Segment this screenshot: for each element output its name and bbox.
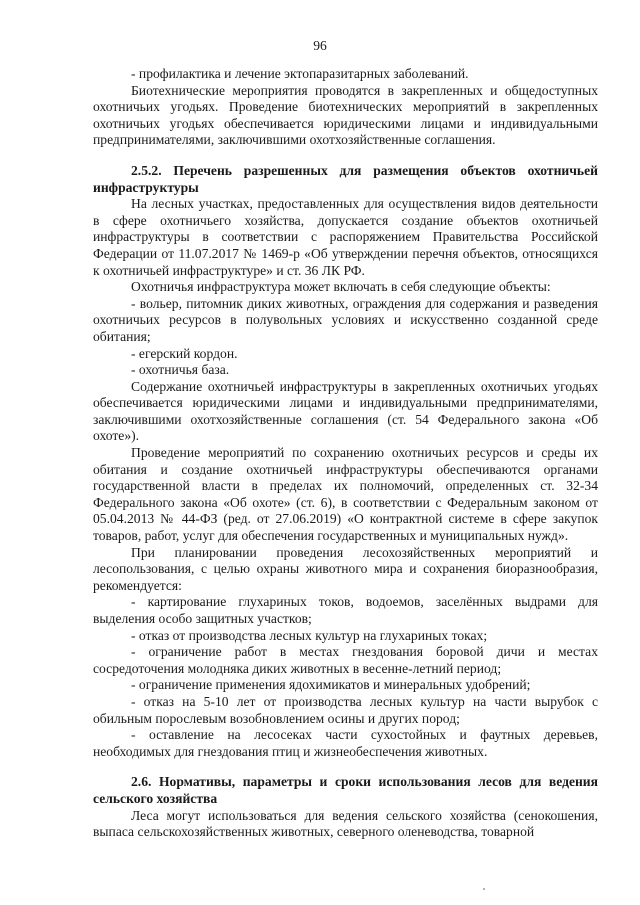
paragraph: - картирование глухариных токов, водоемов, заселённых выдрами для выделения особо защитных участков;: [93, 594, 598, 626]
paragraph: - отказ на 5-10 лет от производства лесных культур на части вырубок с обильным порослевым возобновлением осины и других пород;: [93, 693, 598, 726]
paragraph: Охотничья инфраструктура может включать в себя следующие объекты:: [131, 279, 551, 295]
paragraph: Содержание охотничьей инфраструктуры в закрепленных охотничьих угодьях обеспечивается юридическими лицами и индивидуальными предпринимателями, заключившими охотхозяйственные соглашения (ст. 54 Федерального закона «Об охоте»).: [93, 378, 598, 444]
paragraph: При планировании проведения лесохозяйственных мероприятий и лесопользования, с целью охраны животного мира и сохранения биоразнообразия, рекомендуется:: [93, 544, 598, 593]
paragraph: - вольер, питомник диких животных, ограждения для содержания и разведения охотничьих ресурсов в полувольных условиях и искусственно созданной среде обитания;: [93, 295, 598, 344]
paragraph: - оставление на лесосеках части сухостойных и фаутных деревьев, необходимых для гнездования птиц и жизнеобеспечения животных.: [93, 727, 598, 759]
section-heading: 2.5.2. Перечень разрешенных для размещения объектов охотничьей инфраструктуры: [93, 162, 598, 195]
paragraph: Биотехнические мероприятия проводятся в закрепленных и общедоступных охотничьих угодьях. Проведение биотехнических мероприятий в закрепленных охотничьих угодьях обеспечивается юридическими лицами и индивидуальными предпринимателями, заключившими охотхозяйственные соглашения.: [93, 82, 598, 148]
document-body: [93, 66, 598, 841]
paragraph: Леса могут использоваться для ведения сельского хозяйства (сенокошения, выпаса сельскохозяйственных животных, северного оленеводства, товарной: [93, 807, 598, 840]
page-number: 96: [313, 38, 327, 53]
section-gap: [93, 760, 598, 774]
paragraph: - ограничение применения ядохимикатов и минеральных удобрений;: [131, 677, 531, 693]
section-heading: 2.6. Нормативы, параметры и сроки использования лесов для ведения сельского хозяйства: [93, 774, 598, 806]
paragraph: - егерский кордон.: [131, 345, 238, 361]
paragraph: - ограничение работ в местах гнездования боровой дичи и местах сосредоточения молодняка диких животных в весенне-летний период;: [93, 644, 598, 676]
paragraph: - профилактика и лечение эктопаразитарных заболеваний.: [131, 66, 469, 81]
section-gap: [93, 149, 598, 163]
paragraph: На лесных участках, предоставленных для осуществления видов деятельности в сфере охотничьего хозяйства, допускается создание объектов охотничьей инфраструктуры в соответствии с распоряжением Правительства Российской Федерации от 11.07.2017 № 1469-р «Об утверждении перечня объектов, относящихся к охотничьей инфраструктуре» и ст. 36 ЛК РФ.: [93, 196, 598, 278]
paragraph: - отказ от производства лесных культур на глухариных токах;: [131, 627, 488, 643]
paragraph: Проведение мероприятий по сохранению охотничьих ресурсов и среды их обитания и создание охотничьей инфраструктуры обеспечиваются органами государственной власти в пределах их полномочий, определенных ст. 32-34 Федерального закона «Об охоте» (ст. 6), в соответствии с Федеральным законом от 05.04.2013 № 44-ФЗ (ред. от 27.06.2019) «О контрактной системе в сфере закупок товаров, работ, услуг для обеспечения государственных и муниципальных нужд».: [93, 445, 598, 544]
paragraph: - охотничья база.: [131, 362, 230, 378]
scan-speck: [483, 888, 485, 890]
